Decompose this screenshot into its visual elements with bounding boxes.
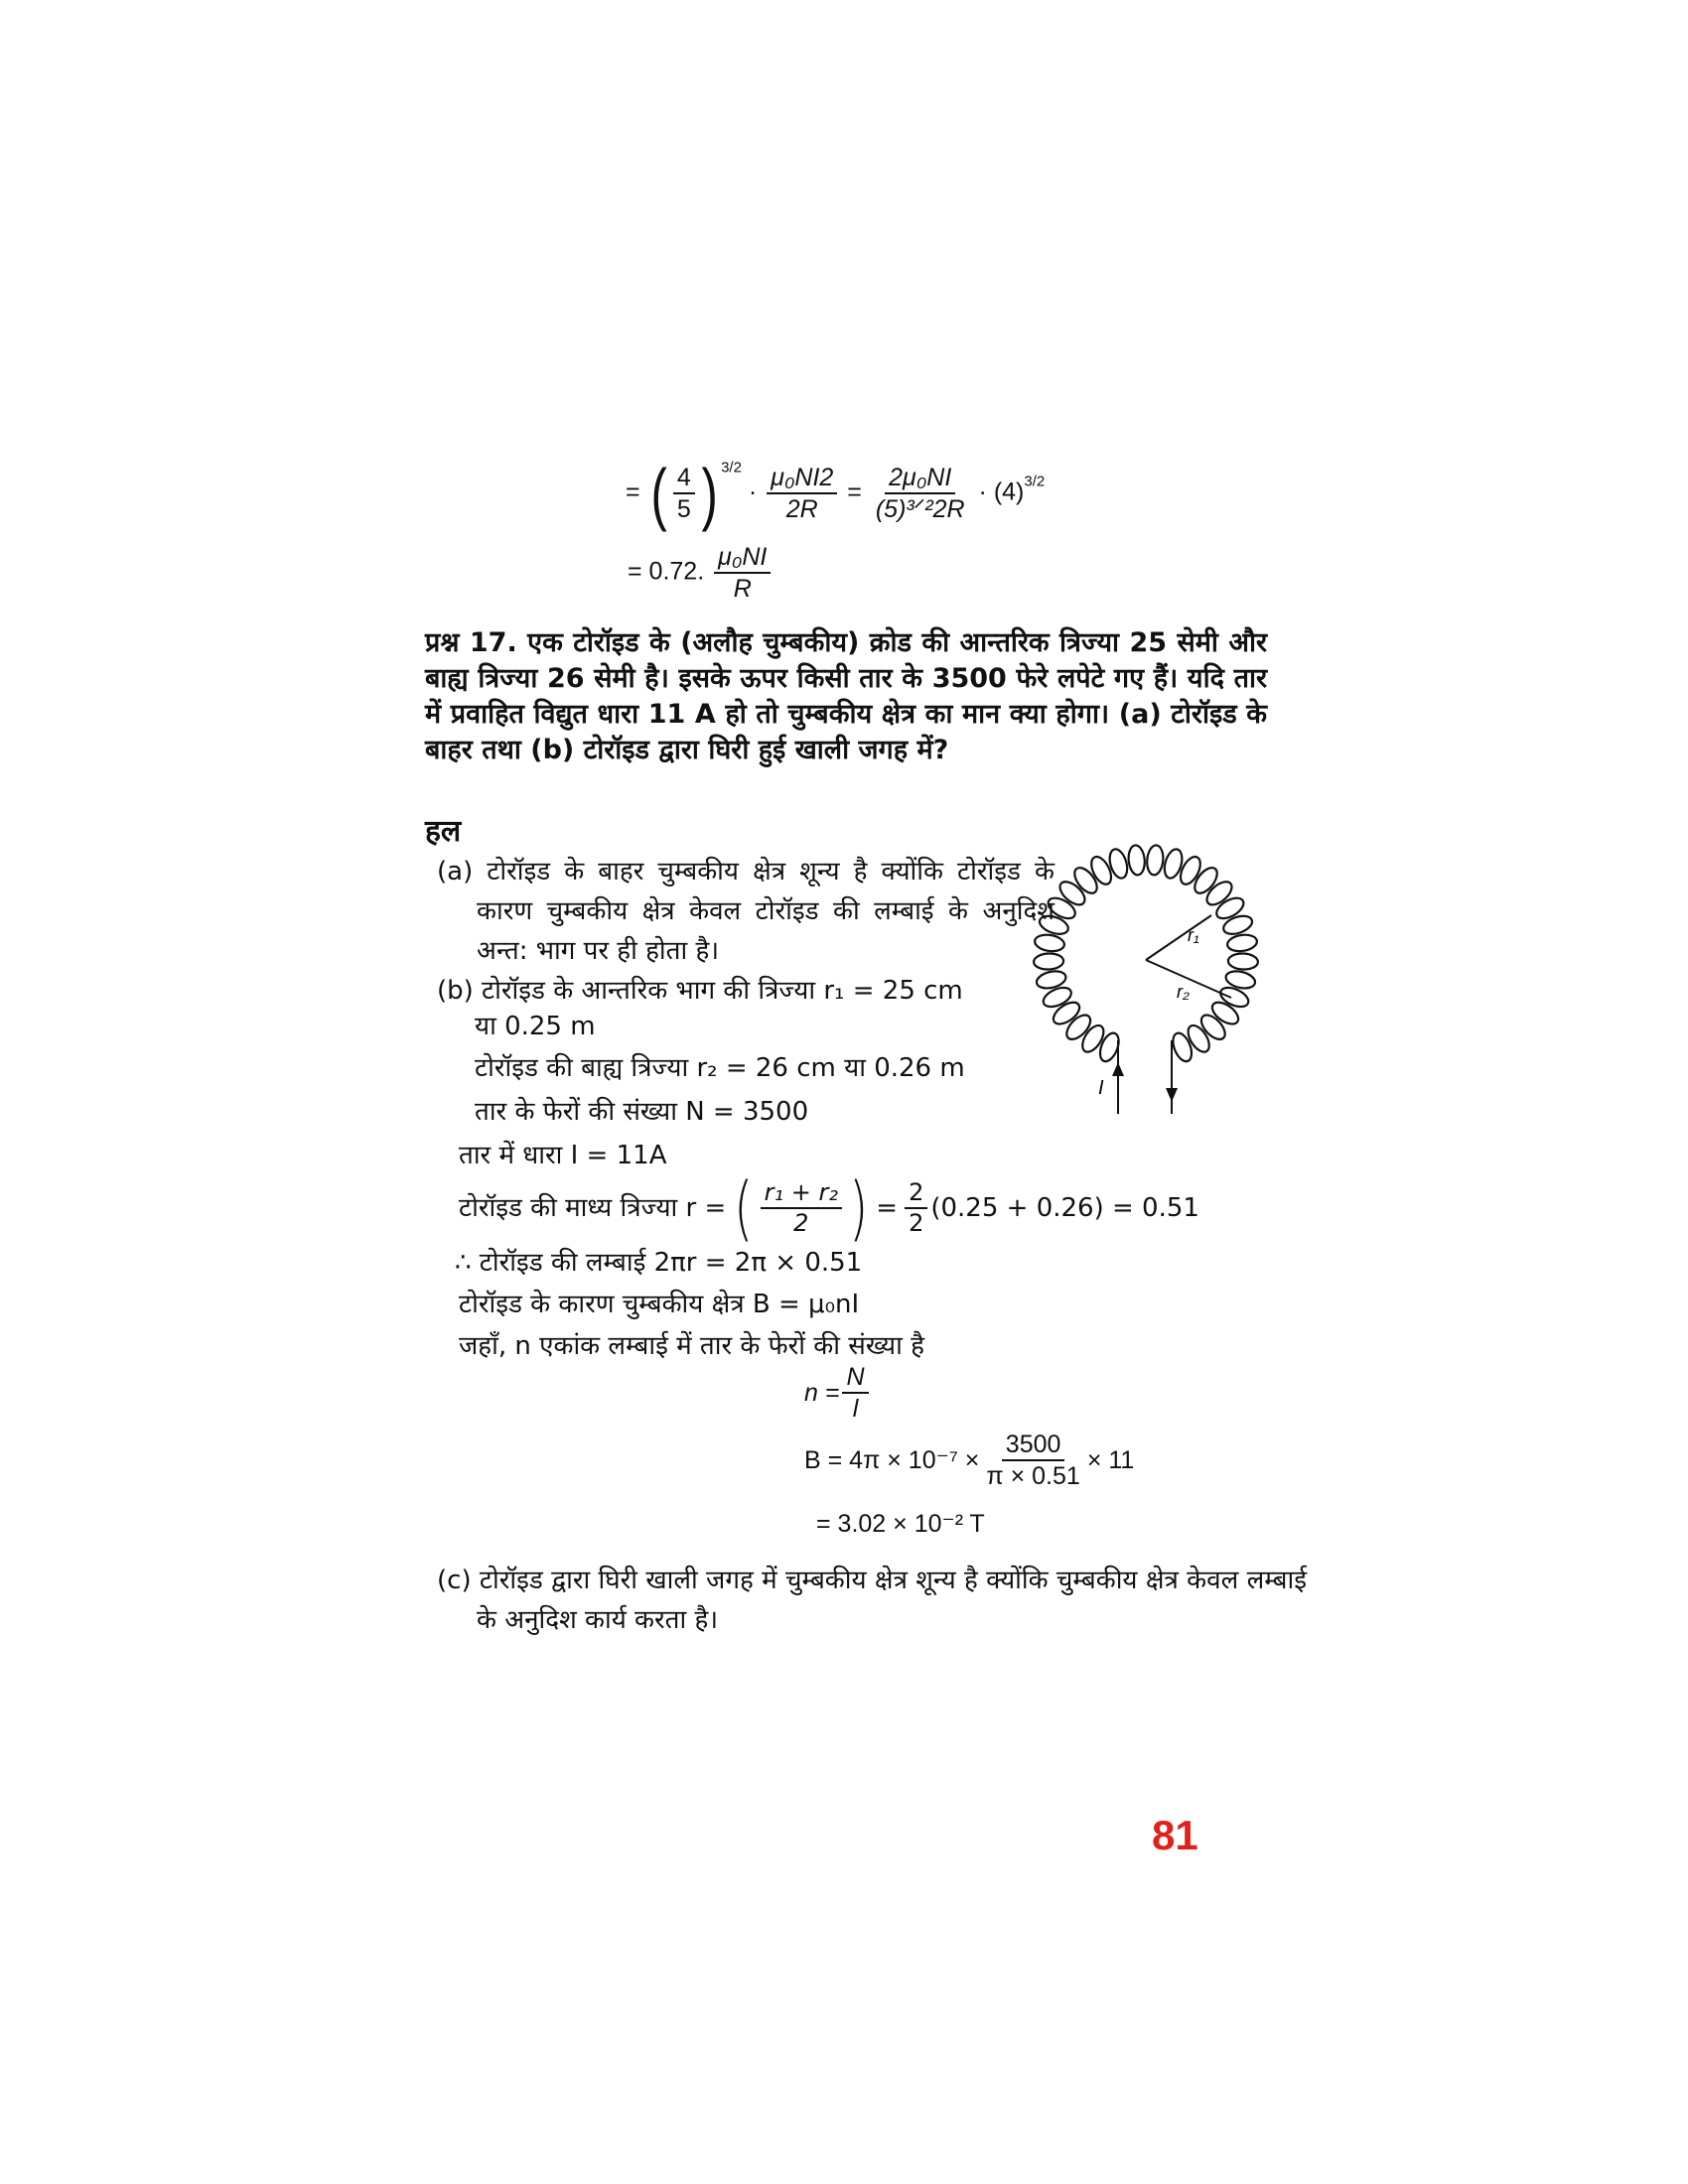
solution-current: तार में धारा I = 11A [459, 1141, 667, 1170]
solution-turns: तार के फेरों की संख्या N = 3500 [475, 1097, 809, 1127]
question-17: प्रश्न 17. एक टोरॉइड के (अलौह चुम्बकीय) क्रोड की आन्तरिक त्रिज्या 25 सेमी और बाह्य त्रिज्या 26 सेमी है। इसके ऊपर किसी तार के 3500 फेरे लपेटे गए हैं। यदि तार में प्रवाहित विद्युत धारा 11 A हो तो चुम्बकीय क्षेत्र का मान क्या होगा। (a) टोरॉइड के बाहर तथा (b) टोरॉइड द्वारा घिरी हुई खाली जगह में? [425, 627, 1267, 765]
coil-loop [1045, 893, 1078, 922]
coil-loop [1087, 854, 1115, 887]
equation-B-result: = 3.02 × 10⁻² T [816, 1510, 985, 1538]
equation-B: B = 4π × 10⁻⁷ × $\frac{3500}{\pi \times 0.51}$ × 11 [804, 1431, 1135, 1490]
radius-r1-line [1146, 915, 1211, 960]
equation-line-2: = 0.72. $\frac{\text{μ₀NI}}{R}$ [628, 542, 774, 604]
coil-loop [1191, 864, 1221, 896]
coil-loop [1197, 1011, 1229, 1043]
coil-loop [1038, 912, 1071, 937]
r1-label: r₁ [1188, 925, 1199, 945]
solution-heading: हल [425, 814, 462, 849]
page-number: 81 [1152, 1812, 1198, 1858]
fraction-2mu-ni: $\frac{\text{2μ₀NI}}{\text{(5)³ᐟ²2R}}$ [875, 464, 965, 523]
coil-loop [1226, 933, 1258, 953]
coil-loop [1055, 878, 1088, 909]
fraction-4-5: $\frac{4}{5}$ [673, 463, 695, 524]
coil-loop [1034, 933, 1065, 953]
coil-loop [1202, 878, 1235, 909]
coil-loop [1034, 953, 1064, 970]
coil-loop [1078, 1022, 1108, 1055]
solution-field-formula: टोरॉइड के कारण चुम्बकीय क्षेत्र B = μ₀nI [459, 1290, 860, 1319]
coil-loop [1184, 1022, 1213, 1055]
coil-loop [1062, 1011, 1094, 1043]
toroid-coils [1034, 845, 1258, 1064]
solution-outer-radius: टोरॉइड की बाह्य त्रिज्या r₂ = 26 cm या 0.26 m [475, 1053, 965, 1083]
equation-line-1: = ( $\frac{4}{5}$ ) $^{3/2}$ · $\frac{\text{μ₀NI2}}{2R}$ = $\frac{\text{2μ₀NI}}{\text{(5)³ᐟ²2R}}$ · $(4)^{3/2}$ [626, 455, 1046, 532]
coil-loop [1070, 864, 1101, 896]
solution-part-b-inner-radius-m: या 0.25 m [475, 1012, 596, 1041]
coil-loop [1170, 1030, 1196, 1064]
current-label: I [1098, 1077, 1104, 1099]
coil-loop [1146, 845, 1165, 876]
toroid-diagram [1023, 834, 1281, 1132]
coil-loop [1228, 953, 1259, 970]
solution-n-definition: जहाँ, n एकांक लम्बाई में तार के फेरों की संख्या है [459, 1331, 924, 1361]
equals-sign: = [626, 478, 640, 506]
current-in-arrow [1112, 1062, 1124, 1076]
solution-part-b-inner-radius: (b) टोरॉइड के आन्तरिक भाग की त्रिज्या r₁ = 25 cm [437, 976, 963, 1006]
equation-n: n = $\frac{N}{l}$ [804, 1362, 872, 1424]
solution-mean-radius: टोरॉइड की माध्य त्रिज्या r = ( $\frac{\text{r₁ + r₂}}{2}$ ) = $\frac{2}{2}$ (0.25 + 0.26) = 0.51 [459, 1167, 1199, 1249]
coil-loop [1177, 854, 1204, 887]
coil-loop [1050, 998, 1083, 1027]
coil-loop [1221, 912, 1255, 937]
coil-loop [1127, 845, 1146, 876]
current-out-arrow [1166, 1088, 1178, 1102]
solution-part-c: (c) टोरॉइड द्वारा घिरी खाली जगह में चुम्बकीय क्षेत्र शून्य है क्योंकि चुम्बकीय क्षेत्र केवल लम्बाई के अनुदिश कार्य करता है। [437, 1566, 1307, 1635]
coil-loop [1208, 998, 1242, 1027]
solution-part-a: (a) टोरॉइड के बाहर चुम्बकीय क्षेत्र शून्य है क्योंकि टोरॉइड के कारण चुम्बकीय क्षेत्र केवल टोरॉइड की लम्बाई के अनुदिश अन्त: भाग पर ही होता है। [437, 857, 1055, 966]
r2-label: r₂ [1177, 982, 1190, 1002]
coil-loop [1213, 893, 1247, 922]
solution-toroid-length: ∴ टोरॉइड की लम्बाई 2πr = 2π × 0.51 [455, 1248, 863, 1278]
fraction-mu-ni: $\frac{\text{μ₀NI2}}{2R}$ [767, 463, 837, 524]
